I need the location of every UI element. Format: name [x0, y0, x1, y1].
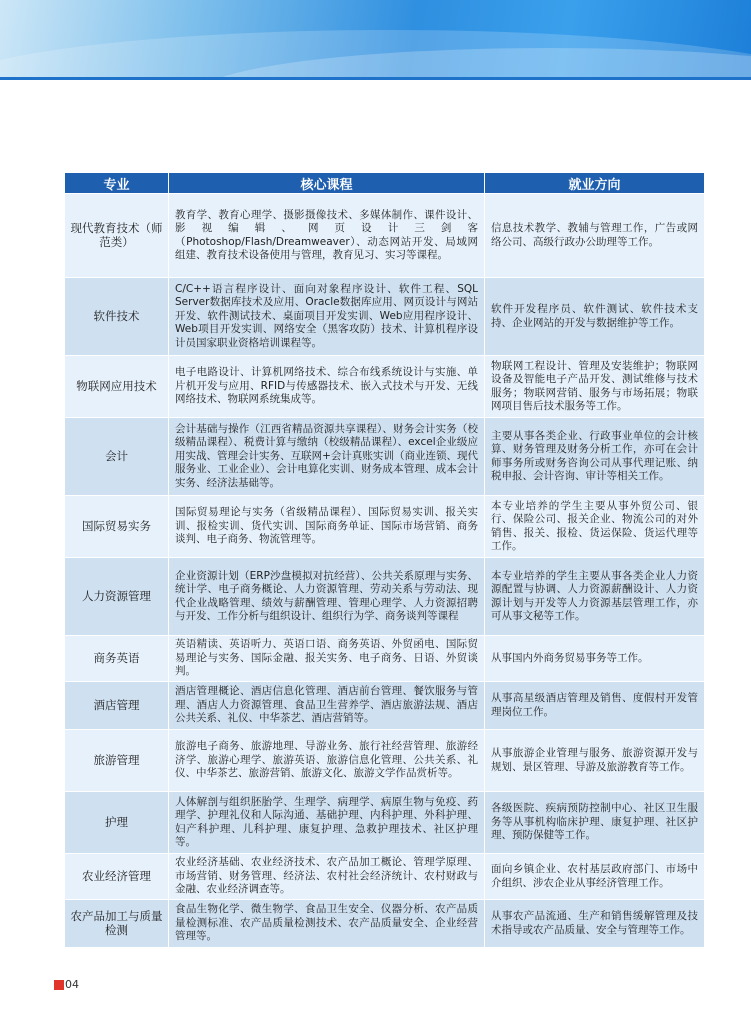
major-cell: 旅游管理	[65, 730, 169, 792]
career-cell: 从事国内外商务贸易事务等工作。	[485, 636, 705, 682]
table-row	[65, 496, 705, 558]
table-header-row	[65, 173, 705, 194]
career-cell: 从事农产品流通、生产和销售缓解管理及技术指导或农产品质量、安全与管理等工作。	[485, 900, 705, 948]
career-cell: 本专业培养的学生主要从事各类企业人力资源配置与协调、人力资源薪酬设计、人力资源计划与开发等人力资源基层管理工作，亦可从事文秘等工作。	[485, 558, 705, 636]
table-row	[65, 278, 705, 356]
courses-cell: 教育学、教育心理学、摄影摄像技术、多媒体制作、课件设计、影视编辑、网页设计三剑客（Photoshop/Flash/Dreamweaver）、动态网站开发、局域网组建、教育技术设备使用与管理，教育见习、实习等课程。	[169, 194, 485, 278]
career-cell: 从事高星级酒店管理及销售、度假村开发管理岗位工作。	[485, 682, 705, 730]
career-cell: 信息技术教学、教辅与管理工作，广告或网络公司、高级行政办公助理等工作。	[485, 194, 705, 278]
table-row	[65, 194, 705, 278]
courses-cell: 国际贸易理论与实务（省级精品课程）、国际贸易实训、报关实训、报检实训、货代实训、国际商务单证、国际市场营销、商务谈判、电子商务、物流管理等。	[169, 496, 485, 558]
majors-table-container	[64, 172, 704, 948]
courses-cell: 英语精读、英语听力、英语口语、商务英语、外贸函电、国际贸易理论与实务、国际金融、报关实务、电子商务、日语、外贸谈判。	[169, 636, 485, 682]
table-row	[65, 900, 705, 948]
column-header-courses: 核心课程	[169, 173, 485, 194]
column-header-major: 专业	[65, 173, 169, 194]
courses-cell: C/C++语言程序设计、面向对象程序设计、软件工程、SQL Server数据库技术及应用、Oracle数据库应用、网页设计与网站开发、软件测试技术、桌面项目开发实训、Web应用程序设计、Web项目开发实训、网络安全（黑客攻防）技术、计算机程序设计员国家职业资格培训课程等。	[169, 278, 485, 356]
career-cell: 本专业培养的学生主要从事外贸公司、银行、保险公司、报关企业、物流公司的对外销售、报关、报检、货运保险、货运代理等工作。	[485, 496, 705, 558]
major-cell: 护理	[65, 792, 169, 854]
career-cell: 软件开发程序员、软件测试、软件技术支持、企业网站的开发与数据维护等工作。	[485, 278, 705, 356]
table-row	[65, 636, 705, 682]
major-cell: 会计	[65, 418, 169, 496]
header-banner	[0, 0, 751, 80]
column-header-career: 就业方向	[485, 173, 705, 194]
courses-cell: 企业资源计划（ERP沙盘模拟对抗经营）、公共关系原理与实务、统计学、电子商务概论、人力资源管理、劳动关系与劳动法、现代企业战略管理、绩效与薪酬管理、管理心理学、人力资源招聘与开发、工作分析与组织设计、组织行为学、商务谈判等课程	[169, 558, 485, 636]
table-row	[65, 356, 705, 418]
table-row	[65, 792, 705, 854]
page-number-label: 04	[65, 978, 79, 991]
courses-cell: 农业经济基础、农业经济技术、农产品加工概论、管理学原理、市场营销、财务管理、经济法、农村社会经济统计、农村财政与金融、农业经济调查等。	[169, 854, 485, 900]
courses-cell: 会计基础与操作（江西省精品资源共享课程）、财务会计实务（校级精品课程）、税费计算与缴纳（校级精品课程）、excel企业级应用实战、管理会计实务、互联网+会计真账实训（商业连锁、现代服务业、工业企业）、会计电算化实训、财务成本管理、成本会计实务、经济法基础等。	[169, 418, 485, 496]
career-cell: 物联网工程设计、管理及安装维护；物联网设备及智能电子产品开发、测试维修与技术服务；物联网营销、服务与市场拓展；物联网项目售后技术服务等工作。	[485, 356, 705, 418]
table-row	[65, 854, 705, 900]
career-cell: 主要从事各类企业、行政事业单位的会计核算、财务管理及财务分析工作，亦可在会计师事务所或财务咨询公司从事代理记账、纳税申报、会计咨询、审计等相关工作。	[485, 418, 705, 496]
major-cell: 软件技术	[65, 278, 169, 356]
career-cell: 从事旅游企业管理与服务、旅游资源开发与规划、景区管理、导游及旅游教育等工作。	[485, 730, 705, 792]
table-row	[65, 730, 705, 792]
table-row	[65, 558, 705, 636]
major-cell: 酒店管理	[65, 682, 169, 730]
courses-cell: 食品生物化学、微生物学、食品卫生安全、仪器分析、农产品质量检测标准、农产品质量检测技术、农产品质量安全、企业经营管理等。	[169, 900, 485, 948]
major-cell: 农产品加工与质量检测	[65, 900, 169, 948]
major-cell: 物联网应用技术	[65, 356, 169, 418]
major-cell: 商务英语	[65, 636, 169, 682]
major-cell: 人力资源管理	[65, 558, 169, 636]
major-cell: 现代教育技术（师范类）	[65, 194, 169, 278]
banner-divider	[0, 77, 751, 80]
table-row	[65, 682, 705, 730]
courses-cell: 酒店管理概论、酒店信息化管理、酒店前台管理、餐饮服务与管理、酒店人力资源管理、食品卫生营养学、酒店旅游法规、酒店公共关系、礼仪、中华茶艺、酒店营销等。	[169, 682, 485, 730]
major-cell: 农业经济管理	[65, 854, 169, 900]
major-cell: 国际贸易实务	[65, 496, 169, 558]
majors-table	[64, 172, 705, 948]
courses-cell: 人体解剖与组织胚胎学、生理学、病理学、病原生物与免疫、药理学、护理礼仪和人际沟通、基础护理、内科护理、外科护理、妇产科护理、儿科护理、康复护理、急救护理技术、社区护理等。	[169, 792, 485, 854]
courses-cell: 电子电路设计、计算机网络技术、综合布线系统设计与实施、单片机开发与应用、RFID与传感器技术、嵌入式技术与开发、无线网络技术、物联网系统集成等。	[169, 356, 485, 418]
page-marker-icon	[54, 980, 64, 990]
table-row	[65, 418, 705, 496]
career-cell: 面向乡镇企业、农村基层政府部门、市场中介组织、涉农企业从事经济管理工作。	[485, 854, 705, 900]
courses-cell: 旅游电子商务、旅游地理、导游业务、旅行社经营管理、旅游经济学、旅游心理学、旅游英语、旅游信息化管理、公共关系、礼仪、中华茶艺、旅游营销、旅游文化、旅游文学作品赏析等。	[169, 730, 485, 792]
page-number	[54, 978, 79, 991]
career-cell: 各级医院、疾病预防控制中心、社区卫生服务等从事机构临床护理、康复护理、社区护理、预防保健等工作。	[485, 792, 705, 854]
